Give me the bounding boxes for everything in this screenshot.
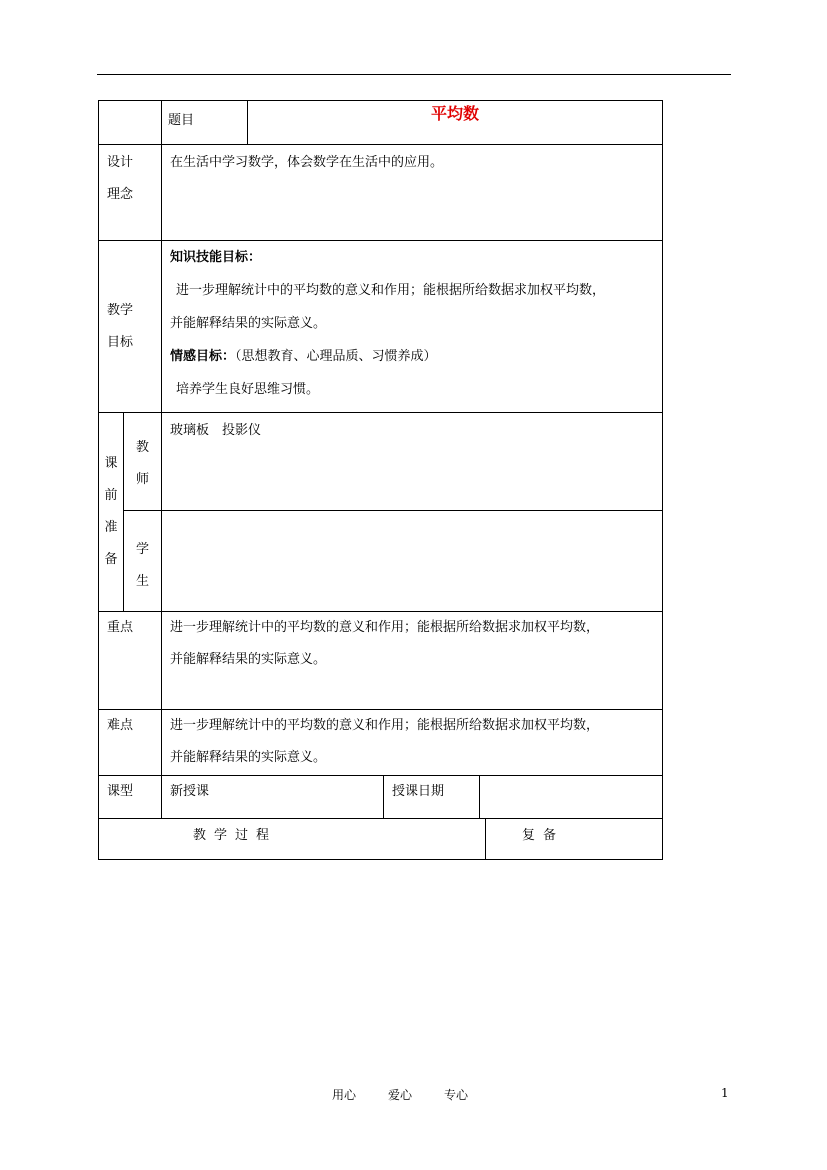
prep-label-cell bbox=[99, 413, 124, 612]
key-points-label-cell bbox=[99, 612, 162, 710]
difficult-points-label: 难点 bbox=[107, 718, 134, 733]
knowledge-heading: 知识技能目标： bbox=[170, 250, 262, 265]
key-points-row bbox=[99, 612, 663, 710]
title-label: 题目 bbox=[168, 113, 195, 128]
prep-label-char3: 准 bbox=[104, 520, 118, 535]
lesson-type-label-cell bbox=[99, 776, 162, 819]
header-rule bbox=[97, 74, 731, 75]
difficult-points-line1: 进一步理解统计中的平均数的意义和作用；能根据所给数据求加权平均数， bbox=[170, 718, 600, 733]
lesson-date-label-cell bbox=[384, 776, 480, 819]
teacher-content-cell bbox=[162, 413, 663, 511]
emotion-heading: 情感目标： bbox=[170, 349, 236, 364]
emotion-note: （思想教育、心理品质、习惯养成） bbox=[235, 349, 437, 364]
review-label: 复备 bbox=[522, 828, 565, 843]
goals-label-line1: 教学 bbox=[107, 302, 134, 318]
title-row-blank-cell bbox=[99, 101, 162, 145]
title-label-cell bbox=[162, 101, 248, 145]
prep-label-char1: 课 bbox=[104, 456, 118, 471]
key-points-label: 重点 bbox=[107, 620, 134, 635]
prep-student-row bbox=[99, 511, 663, 612]
lesson-date-value-cell bbox=[480, 776, 663, 819]
footer-item-3: 专心 bbox=[444, 1088, 469, 1102]
footer-item-1: 用心 bbox=[332, 1088, 357, 1102]
student-label-cell bbox=[124, 511, 162, 612]
design-label-line2: 理念 bbox=[107, 187, 134, 202]
lesson-type-label: 课型 bbox=[107, 784, 134, 799]
difficult-points-line2: 并能解释结果的实际意义。 bbox=[170, 750, 327, 765]
knowledge-line1: 进一步理解统计中的平均数的意义和作用；能根据所给数据求加权平均数， bbox=[176, 283, 606, 298]
key-points-line2: 并能解释结果的实际意义。 bbox=[170, 652, 327, 667]
difficult-points-content-cell bbox=[162, 710, 663, 776]
knowledge-line2: 并能解释结果的实际意义。 bbox=[170, 316, 327, 331]
design-text-cell bbox=[162, 145, 663, 241]
student-prep-text bbox=[162, 511, 662, 519]
prep-label-char4: 备 bbox=[104, 552, 118, 567]
goals-row bbox=[99, 241, 663, 413]
page-number: 1 bbox=[721, 1086, 729, 1100]
title-row bbox=[99, 101, 663, 145]
goals-content-cell bbox=[162, 241, 663, 413]
goals-label-cell bbox=[99, 241, 162, 413]
title-value-cell bbox=[248, 101, 663, 145]
student-label-char1: 学 bbox=[135, 542, 149, 557]
emotion-text: 培养学生良好思维习惯。 bbox=[176, 382, 320, 397]
design-label-cell bbox=[99, 145, 162, 241]
lesson-type-value: 新授课 bbox=[170, 784, 210, 799]
prep-teacher-row bbox=[99, 413, 663, 511]
review-label-cell bbox=[486, 819, 663, 860]
lesson-type-value-cell bbox=[162, 776, 384, 819]
design-row bbox=[99, 145, 663, 241]
key-points-line1: 进一步理解统计中的平均数的意义和作用；能根据所给数据求加权平均数， bbox=[170, 620, 600, 635]
process-label-cell bbox=[99, 819, 486, 860]
teacher-label-char1: 教 bbox=[135, 439, 149, 455]
teacher-label-char2: 师 bbox=[135, 471, 149, 487]
process-row bbox=[99, 819, 663, 860]
teacher-prep-text: 玻璃板 投影仪 bbox=[170, 423, 262, 438]
process-label: 教学过程 bbox=[193, 828, 278, 843]
goals-label-line2: 目标 bbox=[107, 334, 134, 350]
prep-label-char2: 前 bbox=[104, 488, 118, 503]
difficult-points-label-cell bbox=[99, 710, 162, 776]
lesson-type-row bbox=[99, 776, 663, 819]
teacher-label-cell bbox=[124, 413, 162, 511]
design-text: 在生活中学习数学，体会数学在生活中的应用。 bbox=[170, 155, 444, 170]
student-content-cell bbox=[162, 511, 663, 612]
footer-item-2: 爱心 bbox=[388, 1088, 413, 1102]
difficult-points-row bbox=[99, 710, 663, 776]
lesson-date-label: 授课日期 bbox=[392, 784, 445, 799]
student-label-char2: 生 bbox=[135, 574, 149, 589]
key-points-content-cell bbox=[162, 612, 663, 710]
design-label-line1: 设计 bbox=[107, 155, 134, 170]
lesson-title: 平均数 bbox=[431, 104, 480, 123]
lesson-plan-table bbox=[98, 100, 663, 860]
